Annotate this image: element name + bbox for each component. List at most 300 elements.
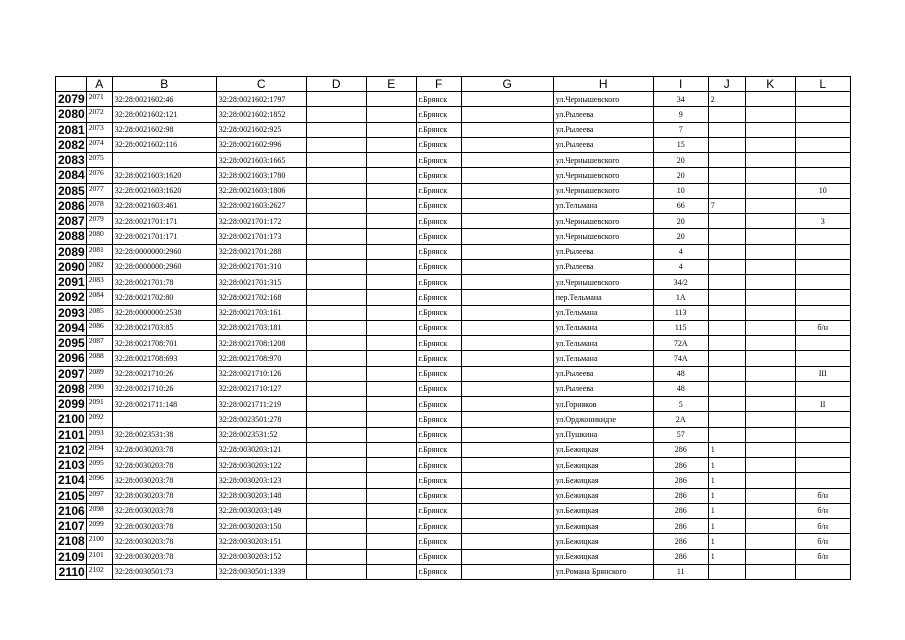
cell-i[interactable]: 115: [653, 320, 708, 335]
cell-e[interactable]: [366, 473, 416, 488]
row-number[interactable]: 2110: [56, 564, 87, 579]
cell-f[interactable]: г.Брянск: [416, 458, 461, 473]
cell-k[interactable]: [745, 519, 795, 534]
row-number[interactable]: 2097: [56, 366, 87, 381]
row-number[interactable]: 2105: [56, 488, 87, 503]
cell-k[interactable]: [745, 534, 795, 549]
row-number[interactable]: 2088: [56, 229, 87, 244]
cell-l[interactable]: [795, 275, 850, 290]
cell-d[interactable]: [306, 549, 366, 564]
cell-l[interactable]: [795, 381, 850, 396]
cell-h[interactable]: ул.Чернышевского: [553, 275, 653, 290]
cell-h[interactable]: ул.Чернышевского: [553, 168, 653, 183]
cell-d[interactable]: [306, 534, 366, 549]
cell-j[interactable]: [708, 244, 745, 259]
cell-e[interactable]: [366, 183, 416, 198]
row-number[interactable]: 2089: [56, 244, 87, 259]
cell-a[interactable]: 2095: [86, 458, 112, 473]
cell-d[interactable]: [306, 519, 366, 534]
column-header-a[interactable]: A: [86, 77, 112, 92]
row-number[interactable]: 2104: [56, 473, 87, 488]
cell-d[interactable]: [306, 92, 366, 107]
row-number[interactable]: 2102: [56, 442, 87, 457]
cell-j[interactable]: [708, 290, 745, 305]
cell-k[interactable]: [745, 168, 795, 183]
cell-k[interactable]: [745, 244, 795, 259]
cell-i[interactable]: 286: [653, 473, 708, 488]
cell-f[interactable]: г.Брянск: [416, 198, 461, 213]
cell-a[interactable]: 2077: [86, 183, 112, 198]
cell-j[interactable]: [708, 381, 745, 396]
cell-k[interactable]: [745, 336, 795, 351]
cell-c[interactable]: 32:28:0021710:127: [216, 381, 306, 396]
cell-b[interactable]: 32:28:0021710:26: [112, 381, 216, 396]
cell-b[interactable]: 32:28:0030203:78: [112, 442, 216, 457]
cell-a[interactable]: 2101: [86, 549, 112, 564]
cell-b[interactable]: 32:28:0021710:26: [112, 366, 216, 381]
cell-d[interactable]: [306, 183, 366, 198]
cell-f[interactable]: г.Брянск: [416, 244, 461, 259]
row-number[interactable]: 2084: [56, 168, 87, 183]
cell-l[interactable]: [795, 305, 850, 320]
cell-h[interactable]: ул.Тельмана: [553, 351, 653, 366]
cell-j[interactable]: 1: [708, 534, 745, 549]
cell-e[interactable]: [366, 534, 416, 549]
cell-k[interactable]: [745, 366, 795, 381]
cell-f[interactable]: г.Брянск: [416, 564, 461, 579]
cell-i[interactable]: 286: [653, 442, 708, 457]
cell-h[interactable]: ул.Рылеева: [553, 259, 653, 274]
cell-e[interactable]: [366, 488, 416, 503]
cell-i[interactable]: 15: [653, 137, 708, 152]
cell-f[interactable]: г.Брянск: [416, 503, 461, 518]
cell-k[interactable]: [745, 275, 795, 290]
cell-c[interactable]: 32:28:0030203:150: [216, 519, 306, 534]
cell-c[interactable]: 32:28:0021711:219: [216, 397, 306, 412]
cell-h[interactable]: ул.Чернышевского: [553, 92, 653, 107]
column-header-k[interactable]: K: [745, 77, 795, 92]
cell-j[interactable]: 1: [708, 473, 745, 488]
cell-h[interactable]: ул.Тельмана: [553, 305, 653, 320]
row-number[interactable]: 2082: [56, 137, 87, 152]
cell-b[interactable]: 32:28:0021711:148: [112, 397, 216, 412]
cell-h[interactable]: ул.Чернышевского: [553, 229, 653, 244]
cell-j[interactable]: [708, 153, 745, 168]
cell-h[interactable]: ул.Бежицкая: [553, 549, 653, 564]
cell-f[interactable]: г.Брянск: [416, 305, 461, 320]
cell-k[interactable]: [745, 412, 795, 427]
cell-c[interactable]: 32:28:0021603:1780: [216, 168, 306, 183]
cell-f[interactable]: г.Брянск: [416, 259, 461, 274]
cell-a[interactable]: 2096: [86, 473, 112, 488]
cell-g[interactable]: [461, 259, 553, 274]
cell-d[interactable]: [306, 351, 366, 366]
cell-a[interactable]: 2075: [86, 153, 112, 168]
cell-d[interactable]: [306, 320, 366, 335]
cell-a[interactable]: 2089: [86, 366, 112, 381]
cell-c[interactable]: 32:28:0021701:173: [216, 229, 306, 244]
cell-f[interactable]: г.Брянск: [416, 412, 461, 427]
cell-c[interactable]: 32:28:0021603:1665: [216, 153, 306, 168]
cell-e[interactable]: [366, 107, 416, 122]
cell-l[interactable]: III: [795, 366, 850, 381]
cell-b[interactable]: [112, 412, 216, 427]
cell-k[interactable]: [745, 473, 795, 488]
cell-j[interactable]: [708, 397, 745, 412]
cell-j[interactable]: 1: [708, 519, 745, 534]
cell-b[interactable]: 32:28:0030203:78: [112, 534, 216, 549]
cell-d[interactable]: [306, 214, 366, 229]
cell-j[interactable]: 1: [708, 442, 745, 457]
cell-h[interactable]: ул.Пушкина: [553, 427, 653, 442]
cell-g[interactable]: [461, 351, 553, 366]
cell-f[interactable]: г.Брянск: [416, 92, 461, 107]
cell-f[interactable]: г.Брянск: [416, 351, 461, 366]
cell-a[interactable]: 2088: [86, 351, 112, 366]
cell-a[interactable]: 2074: [86, 137, 112, 152]
cell-f[interactable]: г.Брянск: [416, 153, 461, 168]
cell-e[interactable]: [366, 366, 416, 381]
cell-a[interactable]: 2093: [86, 427, 112, 442]
row-number[interactable]: 2100: [56, 412, 87, 427]
cell-f[interactable]: г.Брянск: [416, 137, 461, 152]
cell-k[interactable]: [745, 564, 795, 579]
cell-e[interactable]: [366, 244, 416, 259]
cell-b[interactable]: [112, 153, 216, 168]
cell-f[interactable]: г.Брянск: [416, 122, 461, 137]
cell-e[interactable]: [366, 259, 416, 274]
cell-k[interactable]: [745, 153, 795, 168]
cell-g[interactable]: [461, 412, 553, 427]
cell-e[interactable]: [366, 381, 416, 396]
cell-k[interactable]: [745, 137, 795, 152]
cell-c[interactable]: 32:28:0023531:52: [216, 427, 306, 442]
cell-c[interactable]: 32:28:0021701:172: [216, 214, 306, 229]
cell-g[interactable]: [461, 275, 553, 290]
cell-c[interactable]: 32:28:0021701:315: [216, 275, 306, 290]
cell-k[interactable]: [745, 259, 795, 274]
row-number[interactable]: 2098: [56, 381, 87, 396]
cell-g[interactable]: [461, 290, 553, 305]
cell-a[interactable]: 2081: [86, 244, 112, 259]
cell-i[interactable]: 66: [653, 198, 708, 213]
cell-e[interactable]: [366, 275, 416, 290]
cell-a[interactable]: 2078: [86, 198, 112, 213]
cell-f[interactable]: г.Брянск: [416, 366, 461, 381]
cell-j[interactable]: [708, 137, 745, 152]
cell-b[interactable]: 32:28:0030203:78: [112, 549, 216, 564]
cell-e[interactable]: [366, 290, 416, 305]
cell-i[interactable]: 5: [653, 397, 708, 412]
cell-f[interactable]: г.Брянск: [416, 381, 461, 396]
cell-d[interactable]: [306, 198, 366, 213]
cell-c[interactable]: 32:28:0021708:970: [216, 351, 306, 366]
cell-j[interactable]: [708, 366, 745, 381]
cell-l[interactable]: б/н: [795, 488, 850, 503]
cell-k[interactable]: [745, 397, 795, 412]
cell-a[interactable]: 2100: [86, 534, 112, 549]
cell-l[interactable]: б/н: [795, 549, 850, 564]
cell-c[interactable]: 32:28:0030203:148: [216, 488, 306, 503]
cell-j[interactable]: [708, 183, 745, 198]
cell-a[interactable]: 2097: [86, 488, 112, 503]
cell-a[interactable]: 2087: [86, 336, 112, 351]
cell-d[interactable]: [306, 412, 366, 427]
cell-f[interactable]: г.Брянск: [416, 397, 461, 412]
cell-a[interactable]: 2076: [86, 168, 112, 183]
corner-cell[interactable]: [56, 77, 87, 92]
cell-h[interactable]: ул.Романа Брянского: [553, 564, 653, 579]
cell-b[interactable]: 32:28:0021703:85: [112, 320, 216, 335]
cell-i[interactable]: 286: [653, 549, 708, 564]
column-header-h[interactable]: H: [553, 77, 653, 92]
cell-a[interactable]: 2091: [86, 397, 112, 412]
cell-i[interactable]: 34: [653, 92, 708, 107]
cell-a[interactable]: 2090: [86, 381, 112, 396]
cell-l[interactable]: б/н: [795, 519, 850, 534]
cell-a[interactable]: 2083: [86, 275, 112, 290]
cell-h[interactable]: ул.Рылеева: [553, 107, 653, 122]
cell-g[interactable]: [461, 458, 553, 473]
row-number[interactable]: 2094: [56, 320, 87, 335]
cell-j[interactable]: [708, 564, 745, 579]
cell-b[interactable]: 32:28:0021603:1620: [112, 168, 216, 183]
cell-a[interactable]: 2094: [86, 442, 112, 457]
cell-k[interactable]: [745, 214, 795, 229]
cell-i[interactable]: 4: [653, 244, 708, 259]
cell-f[interactable]: г.Брянск: [416, 442, 461, 457]
cell-l[interactable]: II: [795, 397, 850, 412]
cell-c[interactable]: 32:28:0021602:1852: [216, 107, 306, 122]
cell-i[interactable]: 286: [653, 488, 708, 503]
cell-e[interactable]: [366, 549, 416, 564]
cell-d[interactable]: [306, 488, 366, 503]
row-number[interactable]: 2095: [56, 336, 87, 351]
cell-g[interactable]: [461, 244, 553, 259]
cell-e[interactable]: [366, 458, 416, 473]
cell-h[interactable]: ул.Чернышевского: [553, 214, 653, 229]
cell-b[interactable]: 32:28:0021701:171: [112, 214, 216, 229]
cell-d[interactable]: [306, 564, 366, 579]
cell-e[interactable]: [366, 229, 416, 244]
cell-g[interactable]: [461, 320, 553, 335]
cell-l[interactable]: [795, 442, 850, 457]
column-header-f[interactable]: F: [416, 77, 461, 92]
cell-l[interactable]: 10: [795, 183, 850, 198]
cell-a[interactable]: 2084: [86, 290, 112, 305]
cell-k[interactable]: [745, 381, 795, 396]
cell-j[interactable]: [708, 259, 745, 274]
cell-b[interactable]: 32:28:0021602:116: [112, 137, 216, 152]
cell-h[interactable]: ул.Тельмана: [553, 198, 653, 213]
cell-h[interactable]: ул.Горняков: [553, 397, 653, 412]
cell-c[interactable]: 32:28:0030203:152: [216, 549, 306, 564]
cell-j[interactable]: 7: [708, 198, 745, 213]
cell-g[interactable]: [461, 503, 553, 518]
cell-f[interactable]: г.Брянск: [416, 549, 461, 564]
cell-d[interactable]: [306, 397, 366, 412]
cell-d[interactable]: [306, 137, 366, 152]
cell-g[interactable]: [461, 397, 553, 412]
cell-l[interactable]: [795, 153, 850, 168]
cell-b[interactable]: 32:28:0000000:2960: [112, 259, 216, 274]
cell-j[interactable]: [708, 320, 745, 335]
cell-j[interactable]: 1: [708, 503, 745, 518]
cell-c[interactable]: 32:28:0021602:925: [216, 122, 306, 137]
cell-j[interactable]: [708, 351, 745, 366]
cell-i[interactable]: 11: [653, 564, 708, 579]
cell-b[interactable]: 32:28:0021701:171: [112, 229, 216, 244]
cell-h[interactable]: ул.Бежицкая: [553, 503, 653, 518]
cell-j[interactable]: [708, 336, 745, 351]
cell-k[interactable]: [745, 442, 795, 457]
cell-i[interactable]: 113: [653, 305, 708, 320]
cell-e[interactable]: [366, 336, 416, 351]
cell-e[interactable]: [366, 503, 416, 518]
cell-g[interactable]: [461, 122, 553, 137]
cell-j[interactable]: [708, 427, 745, 442]
cell-h[interactable]: ул.Бежицкая: [553, 473, 653, 488]
cell-c[interactable]: 32:28:0021703:161: [216, 305, 306, 320]
cell-c[interactable]: 32:28:0021603:1806: [216, 183, 306, 198]
column-header-l[interactable]: L: [795, 77, 850, 92]
cell-f[interactable]: г.Брянск: [416, 229, 461, 244]
cell-f[interactable]: г.Брянск: [416, 427, 461, 442]
row-number[interactable]: 2103: [56, 458, 87, 473]
cell-i[interactable]: 10: [653, 183, 708, 198]
column-header-j[interactable]: J: [708, 77, 745, 92]
cell-d[interactable]: [306, 107, 366, 122]
cell-l[interactable]: [795, 259, 850, 274]
cell-i[interactable]: 9: [653, 107, 708, 122]
cell-l[interactable]: [795, 473, 850, 488]
cell-f[interactable]: г.Брянск: [416, 214, 461, 229]
row-number[interactable]: 2091: [56, 275, 87, 290]
cell-l[interactable]: [795, 564, 850, 579]
cell-l[interactable]: [795, 290, 850, 305]
cell-a[interactable]: 2082: [86, 259, 112, 274]
cell-l[interactable]: 3: [795, 214, 850, 229]
cell-l[interactable]: б/н: [795, 503, 850, 518]
row-number[interactable]: 2080: [56, 107, 87, 122]
cell-g[interactable]: [461, 534, 553, 549]
cell-k[interactable]: [745, 458, 795, 473]
cell-j[interactable]: [708, 122, 745, 137]
cell-g[interactable]: [461, 473, 553, 488]
cell-i[interactable]: 286: [653, 519, 708, 534]
cell-i[interactable]: 57: [653, 427, 708, 442]
cell-j[interactable]: [708, 214, 745, 229]
row-number[interactable]: 2085: [56, 183, 87, 198]
cell-h[interactable]: ул.Рылеева: [553, 122, 653, 137]
cell-j[interactable]: [708, 107, 745, 122]
cell-g[interactable]: [461, 229, 553, 244]
cell-h[interactable]: ул.Бежицкая: [553, 519, 653, 534]
cell-j[interactable]: [708, 275, 745, 290]
cell-e[interactable]: [366, 122, 416, 137]
cell-b[interactable]: 32:28:0030203:78: [112, 488, 216, 503]
cell-i[interactable]: 34/2: [653, 275, 708, 290]
cell-j[interactable]: 2: [708, 92, 745, 107]
row-number[interactable]: 2083: [56, 153, 87, 168]
row-number[interactable]: 2086: [56, 198, 87, 213]
cell-d[interactable]: [306, 305, 366, 320]
cell-g[interactable]: [461, 153, 553, 168]
cell-h[interactable]: ул.Тельмана: [553, 320, 653, 335]
cell-h[interactable]: ул.Рылеева: [553, 137, 653, 152]
cell-a[interactable]: 2072: [86, 107, 112, 122]
cell-g[interactable]: [461, 519, 553, 534]
cell-f[interactable]: г.Брянск: [416, 183, 461, 198]
row-number[interactable]: 2090: [56, 259, 87, 274]
cell-b[interactable]: 32:28:0021701:78: [112, 275, 216, 290]
column-header-e[interactable]: E: [366, 77, 416, 92]
cell-d[interactable]: [306, 244, 366, 259]
cell-i[interactable]: 2А: [653, 412, 708, 427]
cell-i[interactable]: 286: [653, 503, 708, 518]
cell-c[interactable]: 32:28:0021602:996: [216, 137, 306, 152]
cell-c[interactable]: 32:28:0021602:1797: [216, 92, 306, 107]
cell-d[interactable]: [306, 168, 366, 183]
cell-g[interactable]: [461, 214, 553, 229]
cell-c[interactable]: 32:28:0030203:151: [216, 534, 306, 549]
cell-c[interactable]: 32:28:0030203:149: [216, 503, 306, 518]
column-header-b[interactable]: B: [112, 77, 216, 92]
cell-h[interactable]: ул.Бежицкая: [553, 534, 653, 549]
cell-j[interactable]: 1: [708, 458, 745, 473]
cell-c[interactable]: 32:28:0021703:181: [216, 320, 306, 335]
cell-d[interactable]: [306, 442, 366, 457]
cell-d[interactable]: [306, 259, 366, 274]
row-number[interactable]: 2106: [56, 503, 87, 518]
cell-g[interactable]: [461, 198, 553, 213]
cell-k[interactable]: [745, 290, 795, 305]
cell-b[interactable]: 32:28:0030203:78: [112, 473, 216, 488]
cell-b[interactable]: 32:28:0030203:78: [112, 503, 216, 518]
cell-h[interactable]: ул.Рылеева: [553, 381, 653, 396]
cell-l[interactable]: [795, 107, 850, 122]
cell-b[interactable]: 32:28:0030203:78: [112, 458, 216, 473]
cell-h[interactable]: ул.Бежицкая: [553, 488, 653, 503]
cell-l[interactable]: [795, 122, 850, 137]
cell-l[interactable]: [795, 244, 850, 259]
row-number[interactable]: 2108: [56, 534, 87, 549]
cell-g[interactable]: [461, 183, 553, 198]
cell-d[interactable]: [306, 427, 366, 442]
cell-g[interactable]: [461, 549, 553, 564]
cell-h[interactable]: ул.Тельмана: [553, 336, 653, 351]
cell-e[interactable]: [366, 92, 416, 107]
cell-h[interactable]: ул.Чернышевского: [553, 153, 653, 168]
cell-e[interactable]: [366, 412, 416, 427]
cell-k[interactable]: [745, 229, 795, 244]
cell-f[interactable]: г.Брянск: [416, 290, 461, 305]
cell-g[interactable]: [461, 336, 553, 351]
cell-j[interactable]: [708, 168, 745, 183]
cell-f[interactable]: г.Брянск: [416, 320, 461, 335]
cell-i[interactable]: 48: [653, 381, 708, 396]
cell-a[interactable]: 2102: [86, 564, 112, 579]
cell-l[interactable]: [795, 92, 850, 107]
cell-i[interactable]: 72А: [653, 336, 708, 351]
cell-l[interactable]: [795, 137, 850, 152]
column-header-g[interactable]: G: [461, 77, 553, 92]
cell-g[interactable]: [461, 168, 553, 183]
cell-j[interactable]: 1: [708, 488, 745, 503]
cell-f[interactable]: г.Брянск: [416, 275, 461, 290]
cell-i[interactable]: 286: [653, 458, 708, 473]
cell-e[interactable]: [366, 137, 416, 152]
